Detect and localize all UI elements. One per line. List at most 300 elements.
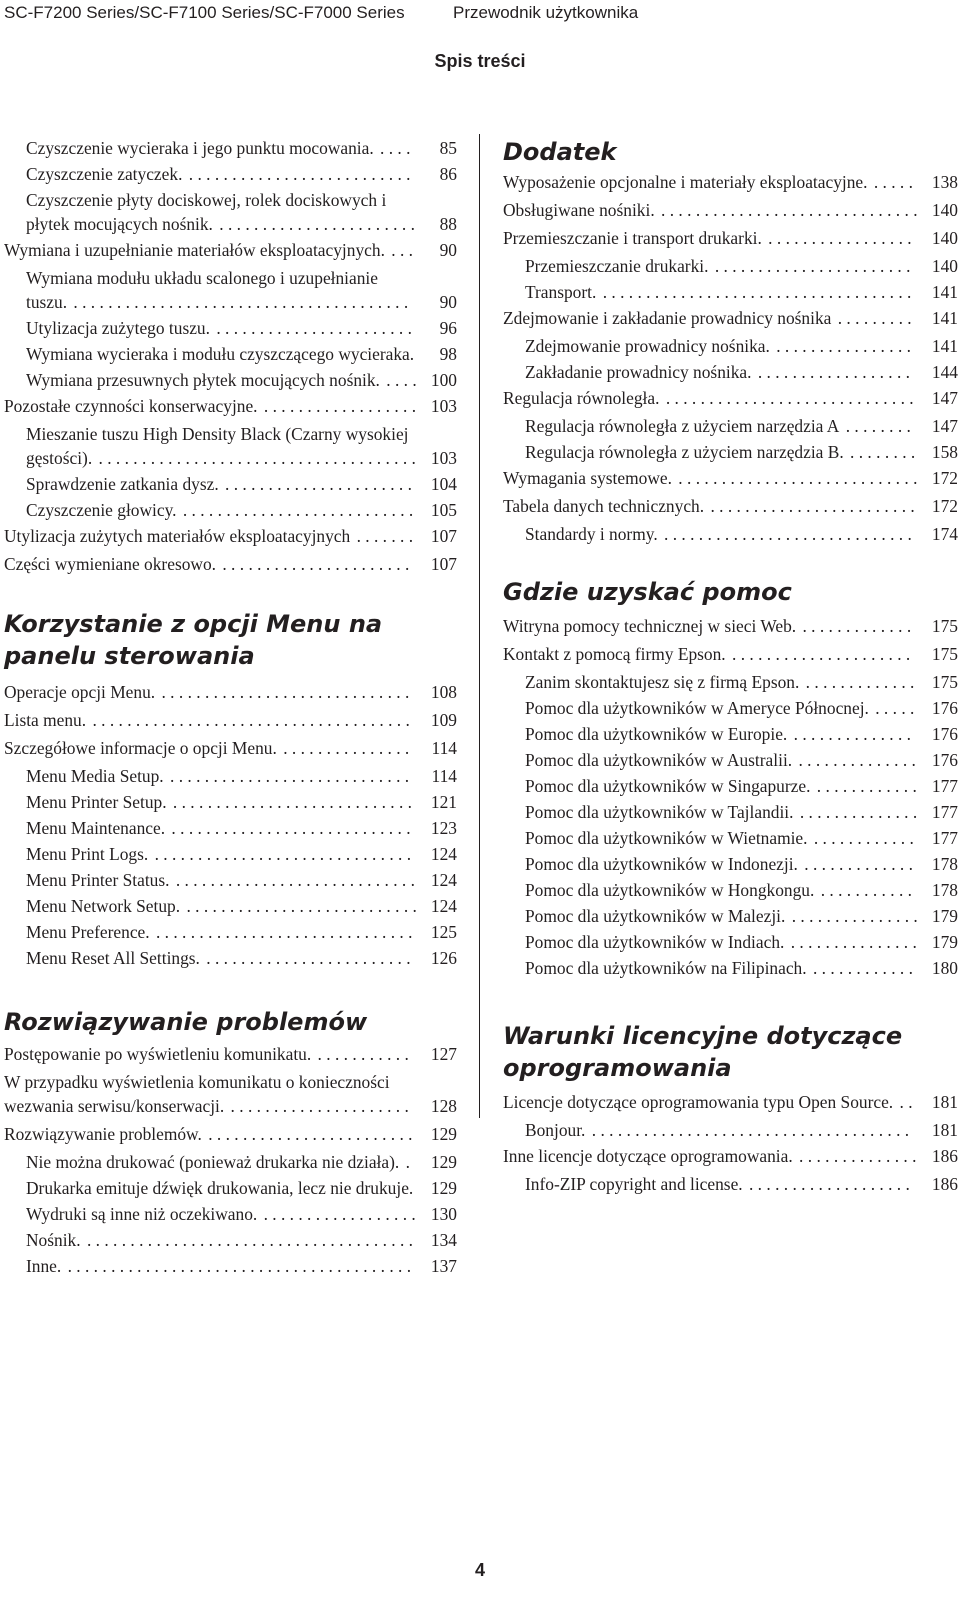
toc-group (4, 136, 457, 576)
toc-entry[interactable] (4, 136, 457, 160)
dot-leader: . . . . . . . . . . . . . . . . . . . . . (727, 644, 911, 664)
toc-entry-label: Pomoc dla użytkowników w Indonezji. (525, 854, 798, 874)
toc-entry[interactable] (4, 422, 457, 470)
toc-entry-label-wrap (26, 472, 423, 496)
dot-leader: . . . . . . . . . . . . . (799, 854, 913, 874)
toc-entry[interactable] (4, 816, 457, 840)
toc-entry-page: 121 (430, 792, 457, 812)
toc-entry[interactable] (4, 1122, 457, 1146)
document-title: SC-F7200 Series/SC-F7100 Series/SC-F7000 Series (4, 3, 405, 22)
toc-entry-label: Czyszczenie głowicy. (26, 500, 177, 520)
running-header (4, 0, 952, 26)
toc-entry-page: 176 (931, 724, 958, 744)
toc-entry-page: 180 (931, 958, 958, 978)
toc-entry-page: 103 (430, 448, 457, 468)
toc-entry-page: 178 (931, 854, 958, 874)
toc-entry-label-wrap (525, 254, 924, 278)
dot-leader: . . . . . . . . . . . . . . . (278, 738, 410, 758)
toc-entry-page: 178 (931, 880, 958, 900)
toc-group (4, 680, 457, 970)
toc-entry-label: Czyszczenie wycieraka i jego punktu mocowania. (26, 138, 374, 158)
dot-leader: . . (895, 1092, 913, 1112)
toc-entry[interactable] (503, 642, 958, 666)
toc-entry-page: 96 (439, 318, 457, 338)
toc-entry-label-wrap (525, 670, 924, 694)
toc-entry[interactable] (503, 774, 958, 798)
dot-leader: . . . . . . . . . . . . . . . . . . (259, 396, 417, 416)
toc-entry-label-wrap (4, 1070, 423, 1118)
toc-entry-label-wrap (26, 842, 423, 866)
toc-entry[interactable] (503, 306, 958, 330)
toc-entry-page: 129 (430, 1178, 457, 1198)
toc-entry-label: Wyposażenie opcjonalne i materiały eksploatacyjne. (503, 172, 868, 192)
toc-entry[interactable] (503, 466, 958, 490)
toc-entry-label: Wymagania systemowe. (503, 468, 672, 488)
dot-leader: . . . . . . . . . . . . . . . . . . . (744, 1174, 910, 1194)
toc-entry[interactable] (4, 162, 457, 186)
toc-entry-page: 147 (931, 388, 958, 408)
toc-entry[interactable] (503, 226, 958, 250)
toc-entry[interactable] (503, 360, 958, 384)
toc-entry-label: Pomoc dla użytkowników w Wietnamie. (525, 828, 808, 848)
dot-leader: . . . (386, 240, 414, 260)
toc-entry-label: Pomoc dla użytkowników w Australii. (525, 750, 793, 770)
toc-entry-page: 140 (931, 200, 958, 220)
toc-entry-label-wrap (525, 696, 924, 720)
toc-entry-label: Inne licencje dotyczące oprogramowania. (503, 1146, 793, 1166)
toc-entry[interactable] (503, 826, 958, 850)
right-column (503, 134, 958, 1198)
toc-entry-page: 179 (931, 932, 958, 952)
toc-entry-label: Zakładanie prowadnicy nośnika. (525, 362, 752, 382)
dot-leader: . . . . . . . . . . . . . . . . . . . . . . . . . . . . . . . . . . . . . . (82, 1230, 414, 1250)
toc-entry-label-wrap (525, 852, 924, 876)
toc-entry[interactable] (503, 198, 958, 222)
section-heading: Dodatek (503, 138, 617, 166)
dot-leader: . . . . . . . . . . . . . . . . . (763, 228, 912, 248)
toc-entry-label: Menu Reset All Settings. (26, 948, 200, 968)
toc-entry[interactable] (4, 868, 457, 892)
toc-entry[interactable] (503, 852, 958, 876)
toc-entry[interactable] (503, 614, 958, 638)
toc-entry-page: 138 (931, 172, 958, 192)
toc-entry-page: 186 (931, 1174, 958, 1194)
toc-entry[interactable] (503, 670, 958, 694)
toc-entry-page: 107 (430, 526, 457, 546)
toc-entry-label-wrap (26, 764, 423, 788)
dot-leader: . . . . . . . . . . . . . . . . . . . . . . . . . . . . (168, 792, 413, 812)
toc-entry-page: 158 (931, 442, 958, 462)
toc-entry-label: Mieszanie tuszu High Density Black (Czarny wysokiej gęstości). (26, 424, 409, 468)
toc-entry-page: 107 (430, 554, 457, 574)
dot-leader: . . . . . . . . . . . . . . . (787, 906, 918, 926)
toc-entry-page: 90 (439, 292, 457, 312)
toc-entry[interactable] (4, 524, 457, 548)
toc-entry[interactable] (4, 1150, 457, 1174)
toc-entry-label: Menu Media Setup. (26, 766, 164, 786)
toc-entry-page: 144 (931, 362, 958, 382)
toc-entry-page: 104 (430, 474, 457, 494)
toc-entry-page: 103 (430, 396, 457, 416)
toc-entry-page: 175 (931, 644, 958, 664)
toc-entry-label-wrap (26, 1254, 423, 1278)
dot-leader: . . . . . . . . . . . . . . . . . . . . . . . . . . . . . . . . . . . . (598, 282, 912, 302)
toc-entry-label-wrap (4, 238, 423, 262)
toc-entry-label-wrap (26, 316, 423, 340)
dot-leader: . . . . . . . . (845, 442, 916, 462)
toc-entry-page: 123 (430, 818, 457, 838)
toc-entry-label: Rozwiązywanie problemów. (4, 1124, 202, 1144)
toc-entry[interactable] (4, 1228, 457, 1252)
toc-entry-label: Sprawdzenie zatkania dysz. (26, 474, 219, 494)
toc-entry[interactable] (503, 800, 958, 824)
dot-leader: . . . . . . . . . . . . . . . . (771, 336, 911, 356)
toc-entry-label-wrap (525, 1172, 924, 1196)
toc-entry[interactable] (4, 920, 457, 944)
dot-leader: . . . . . (870, 698, 915, 718)
dot-leader: . . . . (381, 370, 417, 390)
toc-entry-label: Pomoc dla użytkowników w Ameryce Północnej. (525, 698, 869, 718)
toc-entry-page: 177 (931, 776, 958, 796)
toc-entry-label: Postępowanie po wyświetleniu komunikatu. (4, 1044, 312, 1064)
toc-entry-page: 86 (439, 164, 457, 184)
dot-leader: . . . . . . . . . . . . . . . . . . (259, 1204, 416, 1224)
toc-entry-label-wrap (26, 422, 423, 470)
dot-leader: . . . . (375, 138, 411, 158)
dot-leader: . . . . . . . . . . . . . (801, 672, 915, 692)
toc-entry-page: 140 (931, 228, 958, 248)
toc-entry-page: 130 (430, 1204, 457, 1224)
dot-leader: . . . . . . . . . . . . . . . . . . . . . . . . (203, 1124, 413, 1144)
toc-entry-label-wrap (525, 722, 924, 746)
toc-entry-label-wrap (26, 266, 423, 314)
toc-entry-label: Pomoc dla użytkowników w Malezji. (525, 906, 786, 926)
toc-entry-label-wrap (525, 930, 924, 954)
toc-entry-page: 128 (430, 1096, 457, 1116)
toc-entry[interactable] (503, 254, 958, 278)
toc-entry[interactable] (4, 764, 457, 788)
toc-entry[interactable] (4, 946, 457, 970)
toc-entry-label-wrap (4, 1042, 423, 1066)
toc-entry-label-wrap (503, 642, 924, 666)
dot-leader: . . . . . . . . . . . . . . . . . . . . . . . . . . . (178, 500, 414, 520)
toc-entry-label-wrap (525, 440, 924, 464)
toc-entry[interactable] (4, 472, 457, 496)
toc-entry-label: Menu Print Logs. (26, 844, 149, 864)
dot-leader: . . . . . . . . . . . . . . . . . . . . . . . . . . . . . . . . . . . . . (94, 448, 416, 468)
toc-entry-label: Nośnik. (26, 1230, 81, 1250)
toc-entry-label-wrap (503, 306, 924, 330)
toc-entry-page: 175 (931, 616, 958, 636)
toc-entry-page: 109 (430, 710, 457, 730)
dot-leader: . . . . . . . . . . . . (809, 828, 914, 848)
toc-entry-page: 147 (931, 416, 958, 436)
toc-entry-label-wrap (525, 1118, 924, 1142)
toc-entry-label-wrap (4, 552, 423, 576)
toc-entry-label-wrap (26, 1202, 423, 1226)
toc-entry-page: 85 (439, 138, 457, 158)
toc-entry-label: Wydruki są inne niż oczekiwano. (26, 1204, 258, 1224)
dot-leader: . . . . . . . . . . . . . . . . . . . . . . . . . . . . (167, 818, 411, 838)
toc-entry[interactable] (503, 1172, 958, 1196)
toc-entry-page: 114 (431, 766, 457, 786)
section-heading: Korzystanie z opcji Menu na panelu sterowania (4, 610, 383, 670)
toc-entry-label-wrap (26, 920, 423, 944)
toc-entry-label: Zdejmowanie i zakładanie prowadnicy nośnika (503, 308, 832, 328)
toc-entry-label: Drukarka emituje dźwięk drukowania, lecz nie drukuje. (26, 1178, 414, 1198)
toc-entry-label-wrap (26, 368, 423, 392)
toc-entry-label: Przemieszczanie i transport drukarki. (503, 228, 762, 248)
toc-entry-page: 177 (931, 828, 958, 848)
toc-entry-label-wrap (503, 198, 924, 222)
toc-entry-label-wrap (503, 494, 924, 518)
toc-entry-page: 177 (931, 802, 958, 822)
dot-leader: . . . . . . . . . . . . . . . . . . . . . . . . . . . . . (661, 388, 914, 408)
toc-entry-label-wrap (4, 708, 423, 732)
toc-entry[interactable] (4, 1254, 457, 1278)
dot-leader: . . . . . . . . . . . . . . . . . . . . . . . (710, 256, 911, 276)
toc-entry-page: 100 (430, 370, 457, 390)
toc-entry-page: 108 (430, 682, 457, 702)
dot-leader: . . . . . . . . . . . . . . . . . . . . . . . . . . . . . . (656, 200, 918, 220)
dot-leader: . . . . . . . . . . . . (808, 958, 913, 978)
toc-entry[interactable] (503, 386, 958, 410)
toc-entry-page: 181 (931, 1120, 958, 1140)
toc-entry-label: Regulacja równoległa z użyciem narzędzia A (525, 416, 840, 436)
toc-entry-page: 129 (430, 1124, 457, 1144)
section-title: Spis treści (434, 51, 526, 71)
toc-entry-label-wrap (503, 170, 924, 194)
toc-entry-label-wrap (4, 394, 423, 418)
toc-entry-label: Witryna pomocy technicznej w sieci Web. (503, 616, 797, 636)
toc-group (503, 170, 958, 546)
toc-entry-label: Pomoc dla użytkowników na Filipinach. (525, 958, 807, 978)
dot-leader: . (401, 1152, 410, 1172)
toc-entry[interactable] (4, 708, 457, 732)
toc-entry[interactable] (4, 736, 457, 760)
toc-entry-page: 134 (430, 1230, 457, 1250)
toc-entry-page: 174 (931, 524, 958, 544)
toc-entry-page: 124 (430, 844, 457, 864)
toc-entry-label-wrap (525, 878, 924, 902)
toc-entry-label-wrap (26, 136, 423, 160)
toc-entry[interactable] (503, 522, 958, 546)
toc-entry[interactable] (503, 748, 958, 772)
toc-entry-label-wrap (26, 1228, 423, 1252)
dot-leader: . . . . . . . . . . . . . . . . . . . . . . . . . . (184, 164, 411, 184)
toc-entry-page: 98 (439, 344, 457, 364)
toc-entry-label-wrap (503, 614, 924, 638)
toc-entry-label: Czyszczenie zatyczek. (26, 164, 183, 184)
toc-entry[interactable] (4, 1042, 457, 1066)
toc-entry[interactable] (4, 842, 457, 866)
dot-leader: . . . . . . . . . . . . . (798, 616, 912, 636)
toc-entry-label: Zanim skontaktujesz się z firmą Epson. (525, 672, 800, 692)
toc-entry-page: 140 (931, 256, 958, 276)
dot-leader: . . . . . . . . . . . . . . . . . . . . . . . . . . . . . . (150, 844, 412, 864)
toc-entry-page: 179 (931, 906, 958, 926)
toc-entry-label-wrap (525, 800, 924, 824)
toc-entry[interactable] (4, 316, 457, 340)
toc-group (4, 1042, 457, 1278)
toc-entry-label: Lista menu. (4, 710, 87, 730)
toc-entry[interactable] (4, 394, 457, 418)
toc-entry-label: Info-ZIP copyright and license. (525, 1174, 743, 1194)
toc-entry-label-wrap (525, 360, 924, 384)
toc-entry-label-wrap (525, 904, 924, 928)
dot-leader: . . . . . . . (352, 526, 414, 546)
section-heading: Rozwiązywanie problemów (4, 1008, 368, 1036)
toc-entry[interactable] (503, 956, 958, 980)
toc-entry[interactable] (503, 170, 958, 194)
dot-leader: . . . . . . . . . . . . . . . . . . . . . . . . . . . . . . . . . . . . . (88, 710, 410, 730)
toc-entry[interactable] (4, 238, 457, 262)
toc-entry[interactable] (503, 696, 958, 720)
toc-entry-label: W przypadku wyświetlenia komunikatu o konieczności wezwania serwisu/konserwacji. (4, 1072, 390, 1116)
toc-entry-label: Pomoc dla użytkowników w Europie. (525, 724, 788, 744)
toc-entry-label: Obsługiwane nośniki. (503, 200, 655, 220)
toc-entry-label-wrap (525, 414, 924, 438)
dot-leader: . . . . . . . . . . . . . . . (786, 932, 917, 952)
toc-entry-label-wrap (4, 524, 423, 548)
toc-entry-label-wrap (503, 1144, 924, 1168)
toc-entry-page: 175 (931, 672, 958, 692)
toc-entry-label-wrap (503, 226, 924, 250)
toc-entry-page: 172 (931, 496, 958, 516)
toc-entry-label-wrap (503, 386, 924, 410)
dot-leader: . . . . . . . . . . . (313, 1044, 409, 1064)
toc-entry-label: Wymiana i uzupełnianie materiałów eksploatacyjnych. (4, 240, 385, 260)
toc-entry-page: 141 (931, 336, 958, 356)
toc-entry-page: 137 (430, 1256, 457, 1276)
dot-leader: . . . . . . . . . . . . . . . . . . (753, 362, 911, 382)
toc-entry-label-wrap (4, 1122, 423, 1146)
dot-leader: . . . . . . . . . . . . . . (795, 802, 918, 822)
toc-entry[interactable] (4, 1070, 457, 1118)
toc-entry-label-wrap (26, 342, 423, 366)
toc-entry-label: Tabela danych technicznych. (503, 496, 705, 516)
toc-entry-label-wrap (525, 522, 924, 546)
toc-entry[interactable] (503, 878, 958, 902)
dot-leader: . . . . . . . . (841, 416, 911, 436)
toc-entry[interactable] (4, 266, 457, 314)
dot-leader: . . . . . . . . . . . . . . . . . . . . . . (220, 474, 412, 494)
toc-entry-label-wrap (26, 162, 423, 186)
toc-entry-page: 88 (439, 214, 457, 234)
toc-entry[interactable] (4, 498, 457, 522)
toc-entry-label: Kontakt z pomocą firmy Epson. (503, 644, 726, 664)
toc-entry[interactable] (4, 1202, 457, 1226)
toc-entry-label: Menu Printer Status. (26, 870, 170, 890)
toc-entry-label-wrap (525, 774, 924, 798)
toc-entry-label-wrap (26, 1176, 423, 1200)
toc-entry-label-wrap (503, 466, 924, 490)
toc-entry-label: Wymiana modułu układu scalonego i uzupełnianie tuszu. (26, 268, 378, 312)
toc-entry-page: 90 (439, 240, 457, 260)
toc-entry-label: Menu Printer Setup. (26, 792, 167, 812)
toc-entry-label: Pomoc dla użytkowników w Hongkongu. (525, 880, 815, 900)
toc-entry[interactable] (4, 1176, 457, 1200)
toc-entry-label: Bonjour. (525, 1120, 586, 1140)
dot-leader: . . . . . . . . . . . (816, 880, 912, 900)
toc-entry[interactable] (4, 894, 457, 918)
toc-entry-label: Standardy i normy. (525, 524, 658, 544)
toc-entry[interactable] (503, 1144, 958, 1168)
toc-entry[interactable] (4, 368, 457, 392)
dot-leader: . . . . . (869, 172, 913, 192)
toc-entry[interactable] (503, 722, 958, 746)
dot-leader: . . . . . . . . . . . . . . . . . . . . . . . . . . . . . . . . . . . . . . . (69, 292, 409, 312)
toc-entry-label: Wymiana wycieraka i modułu czyszczącego wycieraka. (26, 344, 415, 364)
toc-entry-page: 129 (430, 1152, 457, 1172)
left-column (4, 134, 457, 1280)
page-number: 4 (474, 1560, 485, 1580)
toc-group (503, 614, 958, 980)
toc-entry[interactable] (503, 1090, 958, 1114)
dot-leader: . . . . . . . . . . . . . . . . . . . . . . . . . . . . . (659, 524, 912, 544)
toc-entry[interactable] (4, 188, 457, 236)
toc-entry-page: 126 (430, 948, 457, 968)
column-divider (479, 134, 480, 1118)
toc-entry-page: 127 (430, 1044, 457, 1064)
guide-title: Przewodnik użytkownika (453, 3, 639, 22)
toc-entry-page: 125 (430, 922, 457, 942)
toc-entry-label: Pomoc dla użytkowników w Tajlandii. (525, 802, 794, 822)
toc-entry-label-wrap (26, 498, 423, 522)
dot-leader: . . . . . . . . . . . . . . . . . . . . . (226, 1096, 409, 1116)
toc-entry-page: 141 (931, 282, 958, 302)
toc-entry-page: 124 (430, 896, 457, 916)
toc-entry-label-wrap (525, 280, 924, 304)
toc-entry-label: Przemieszczanie drukarki. (525, 256, 709, 276)
toc-entry-label: Pozostałe czynności konserwacyjne. (4, 396, 258, 416)
toc-entry-label-wrap (4, 736, 423, 760)
toc-entry-label: Zdejmowanie prowadnicy nośnika. (525, 336, 770, 356)
toc-entry-label: Regulacja równoległa z użyciem narzędzia B. (525, 442, 844, 462)
toc-entry[interactable] (4, 552, 457, 576)
toc-entry[interactable] (503, 494, 958, 518)
toc-entry-label-wrap (525, 956, 924, 980)
dot-leader: . . . . . . . . . . . . (812, 776, 917, 796)
toc-entry-page: 176 (931, 698, 958, 718)
toc-entry-label-wrap (26, 790, 423, 814)
toc-entry-label: Menu Maintenance. (26, 818, 166, 838)
section-heading: Gdzie uzyskać pomoc (503, 578, 792, 606)
toc-entry[interactable] (4, 790, 457, 814)
toc-entry-label-wrap (26, 946, 423, 970)
toc-entry[interactable] (503, 1118, 958, 1142)
toc-entry[interactable] (503, 280, 958, 304)
toc-entry-label: Menu Network Setup. (26, 896, 181, 916)
toc-entry[interactable] (503, 414, 958, 438)
toc-entry-page: 105 (430, 500, 457, 520)
toc-entry[interactable] (503, 904, 958, 928)
toc-entry[interactable] (503, 930, 958, 954)
dot-leader: . . . . . . . . . . . . . . (794, 750, 916, 770)
dot-leader: . . . . . . . . . . . . . . . . . . . . . . . . . . . (182, 896, 417, 916)
toc-entry[interactable] (4, 680, 457, 704)
toc-entry-label-wrap (26, 188, 423, 236)
toc-entry[interactable] (4, 342, 457, 366)
toc-entry-label: Części wymieniane okresowo. (4, 554, 217, 574)
toc-entry[interactable] (503, 440, 958, 464)
toc-entry-label-wrap (26, 816, 423, 840)
toc-entry[interactable] (503, 334, 958, 358)
dot-leader: . . . . . . . . . . . . . . (789, 724, 912, 744)
toc-entry-page: 114 (431, 738, 457, 758)
toc-group (503, 1090, 958, 1196)
toc-entry-page: 172 (931, 468, 958, 488)
